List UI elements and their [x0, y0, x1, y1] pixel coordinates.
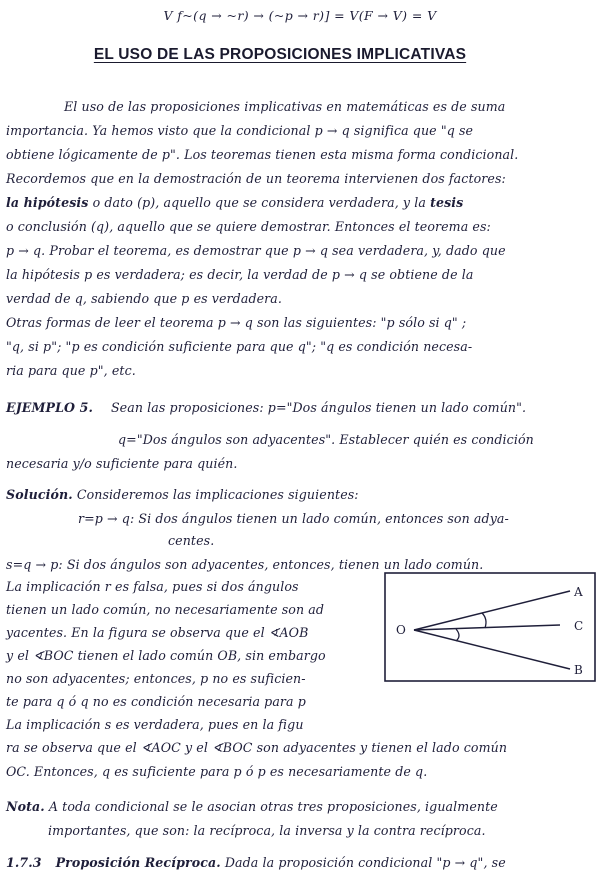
intro-line-8: la hipótesis p es verdadera; es decir, la verdad de p → q se obtiene de la: [6, 267, 474, 282]
note-line-2: importantes, que son: la recíproca, la inversa y la contra recíproca.: [48, 823, 486, 838]
section-173-text: Dada la proposición condicional "p → q", se: [220, 855, 506, 870]
example-text-1: Sean las proposiciones: p="Dos ángulos tienen un lado común".: [110, 400, 527, 415]
solution-line-1: [6, 487, 359, 502]
angle-arc-aoc: [482, 613, 486, 628]
solution-line-13: OC. Entonces, q es suficiente para p ó p es necesariamente de q.: [6, 764, 428, 779]
intro-line-3: obtiene lógicamente de p". Los teoremas tienen esta misma forma condicional.: [6, 147, 519, 162]
term-hipotesis: la hipótesis: [6, 195, 89, 210]
intro-line-5-mid: o dato (p), aquello que se considera verdadera, y la: [88, 195, 431, 210]
solution-line-2: r=p → q: Si dos ángulos tienen un lado común, entonces son adya-: [78, 511, 509, 526]
section-title: EL USO DE LAS PROPOSICIONES IMPLICATIVAS: [93, 46, 467, 63]
angle-arc-cob: [456, 629, 459, 641]
term-tesis: tesis: [430, 195, 464, 210]
intro-line-1: El uso de las proposiciones implicativas en matemáticas es de suma: [64, 99, 506, 114]
intro-line-4: Recordemos que en la demostración de un teorema intervienen dos factores:: [6, 171, 506, 186]
formula-line: V f~(q → ~r) → (~p → r)] = V(F → V) = V: [163, 8, 437, 23]
solution-line-10: te para q ó q no es condición necesaria para p: [6, 694, 306, 709]
solution-line-9: no son adyacentes; entonces, p no es suficien-: [6, 671, 306, 686]
ray-oa: [414, 591, 570, 630]
intro-line-12: ria para que p", etc.: [6, 363, 136, 378]
intro-line-9: verdad de q, sabiendo que p es verdadera.: [6, 291, 282, 306]
angles-figure: [384, 572, 596, 682]
example-label: EJEMPLO 5.: [6, 400, 93, 415]
ray-ob: [414, 630, 570, 669]
intro-line-2: importancia. Ya hemos visto que la condicional p → q significa que "q se: [6, 123, 474, 138]
intro-line-6: o conclusión (q), aquello que se quiere demostrar. Entonces el teorema es:: [6, 219, 491, 234]
solution-line-7: yacentes. En la figura se observa que el ∢AOB: [6, 625, 309, 640]
solution-text-1: Consideremos las implicaciones siguientes:: [72, 487, 359, 502]
section-173-line: [6, 855, 506, 870]
solution-line-12: ra se observa que el ∢AOC y el ∢BOC son adyacentes y tienen el lado común: [6, 740, 508, 755]
solution-line-11: La implicación s es verdadera, pues en la figu: [6, 717, 304, 732]
solution-line-4: s=q → p: Si dos ángulos son adyacentes, entonces, tienen un lado común.: [6, 557, 484, 572]
note-text-1: A toda condicional se le asocian otras tres proposiciones, igualmente: [44, 799, 498, 814]
note-label: Nota.: [6, 799, 45, 814]
solution-line-5: La implicación r es falsa, pues si dos ángulos: [6, 579, 299, 594]
solution-line-3: centes.: [168, 533, 215, 548]
example-line-3: necesaria y/o suficiente para quién.: [6, 456, 238, 471]
example-line-2: q="Dos ángulos son adyacentes". Establecer quién es condición: [118, 432, 534, 447]
intro-line-5: [6, 195, 463, 210]
solution-label: Solución.: [6, 487, 73, 502]
label-o: O: [396, 623, 406, 637]
ray-oc: [414, 625, 560, 630]
label-c: C: [574, 619, 584, 633]
intro-line-7: p → q. Probar el teorema, es demostrar que p → q sea verdadera, y, dado que: [6, 243, 506, 258]
label-a: A: [574, 585, 583, 599]
solution-line-6: tienen un lado común, no necesariamente son ad: [6, 602, 325, 617]
section-173-number: 1.7.3: [6, 855, 42, 870]
intro-line-10: Otras formas de leer el teorema p → q son las siguientes: "p sólo si q" ;: [6, 315, 467, 330]
solution-line-8: y el ∢BOC tienen el lado común OB, sin embargo: [6, 648, 326, 663]
section-173-title: Proposición Recíproca.: [55, 855, 221, 870]
intro-line-11: "q, si p"; "p es condición suficiente para que q"; "q es condición necesa-: [6, 339, 473, 354]
note-line-1: [6, 799, 498, 814]
label-b: B: [574, 663, 583, 677]
example-line-1: [6, 400, 526, 415]
